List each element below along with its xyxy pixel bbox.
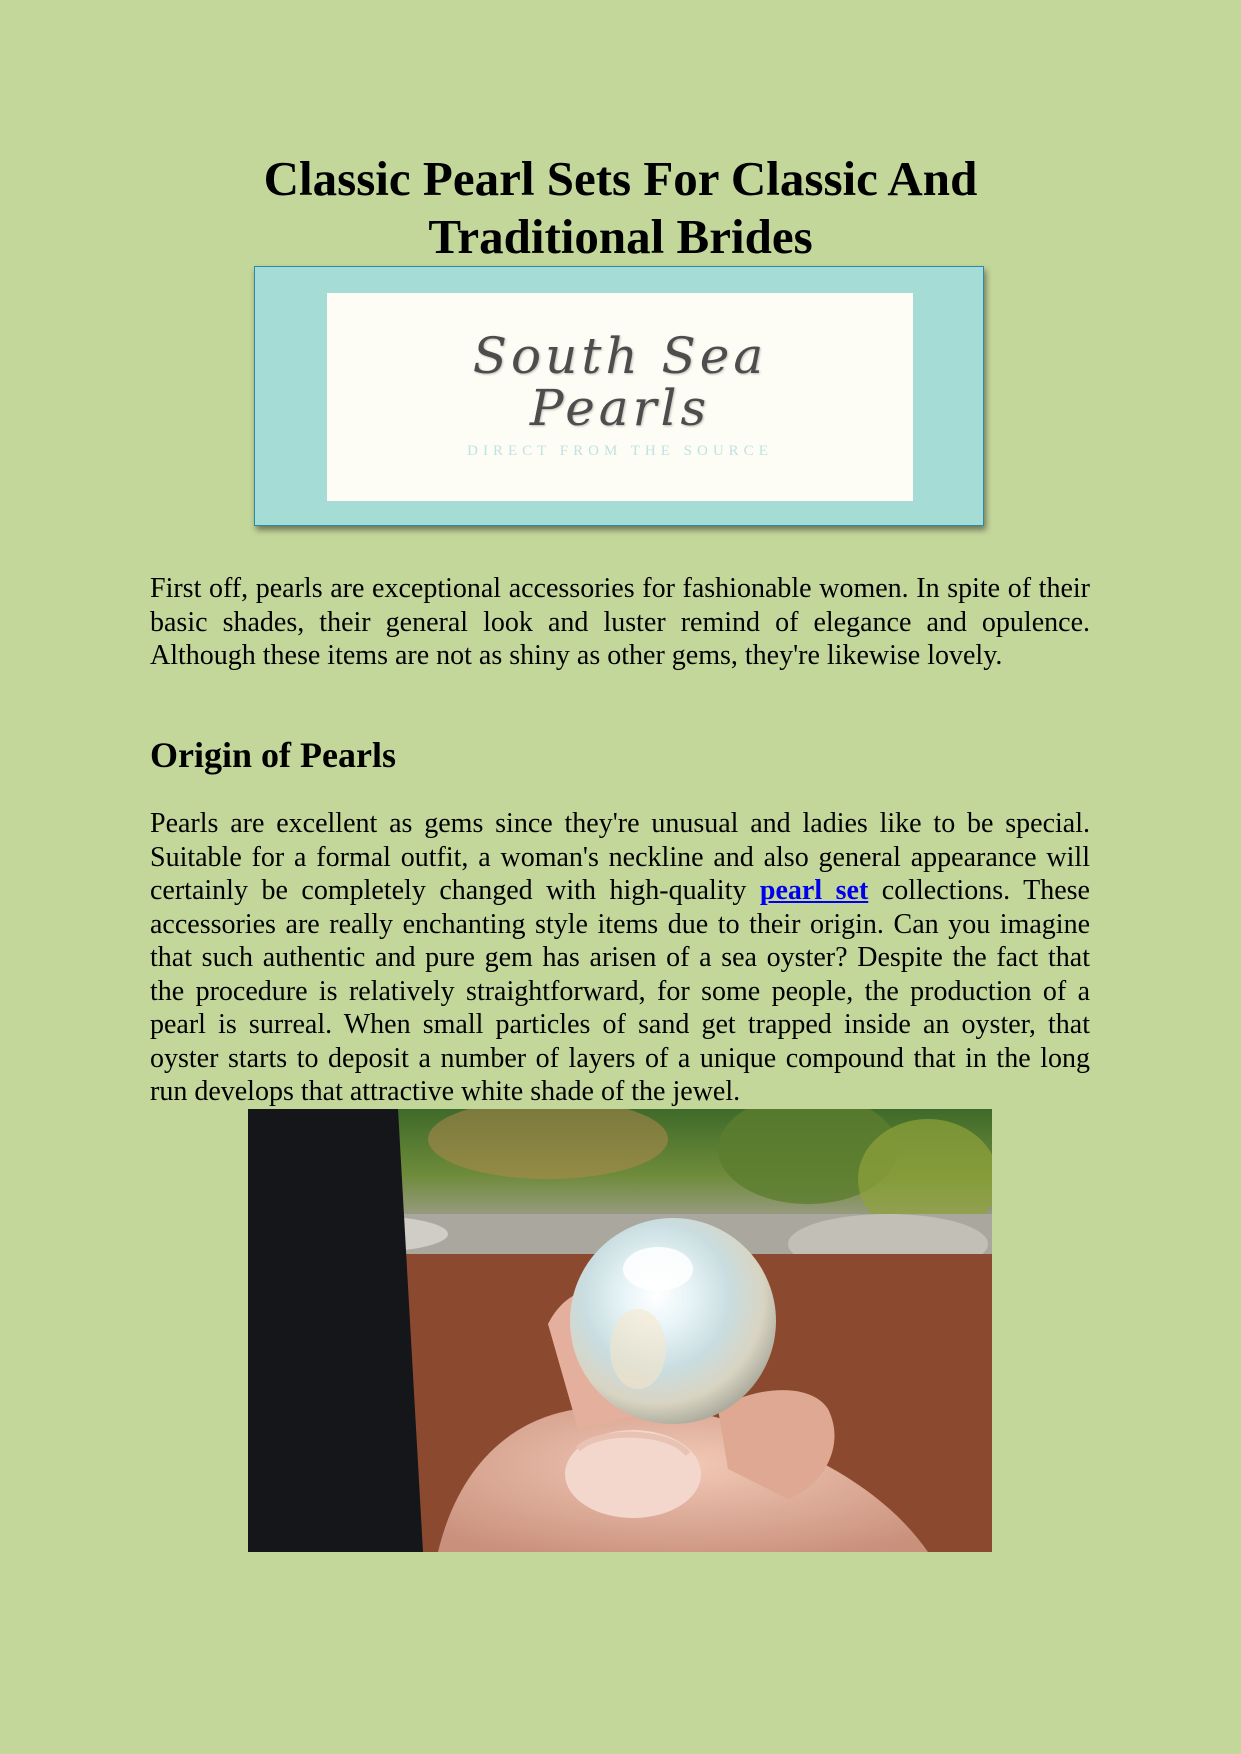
section-heading: Origin of Pearls (150, 735, 396, 775)
brand-logo (327, 293, 913, 501)
logo-text-line1: South Sea (472, 327, 768, 385)
paragraph-text-before-link: Pearls are excellent as gems since they're unusual and ladies like to be special. Suitable for a formal outfit, a woman's neckline and also general appearance will certainly be completely changed with high-quality (150, 808, 1090, 906)
intro-paragraph: First off, pearls are exceptional accessories for fashionable women. In spite of their basic shades, their general look and luster remind of elegance and opulence. Although these items are not as shiny as other gems, they're likewise lovely. (150, 573, 1090, 671)
section-paragraph (150, 807, 1090, 1109)
pearl-set-link[interactable]: pearl set (759, 875, 869, 906)
brand-logo-banner (254, 266, 984, 526)
pearl-photo (248, 1109, 992, 1552)
paragraph-text-after-link: collections. These accessories are really enchanting style items due to their origin. Can you imagine that such authentic and pure gem has arisen of a sea oyster? Despite the fact that the procedure is relatively straightforward, for some people, the production of a pearl is surreal. When small particles of sand get trapped inside an oyster, that oyster starts to deposit a number of layers of a unique compound that in the long run develops that attractive white shade of the jewel. (150, 875, 1090, 1107)
pearl-photo-illustration (248, 1109, 992, 1552)
logo-text-line2: Pearls (529, 379, 711, 437)
page-title: Classic Pearl Sets For Classic And Traditional Brides (263, 151, 978, 264)
logo-tagline: DIRECT FROM THE SOURCE (467, 443, 773, 459)
